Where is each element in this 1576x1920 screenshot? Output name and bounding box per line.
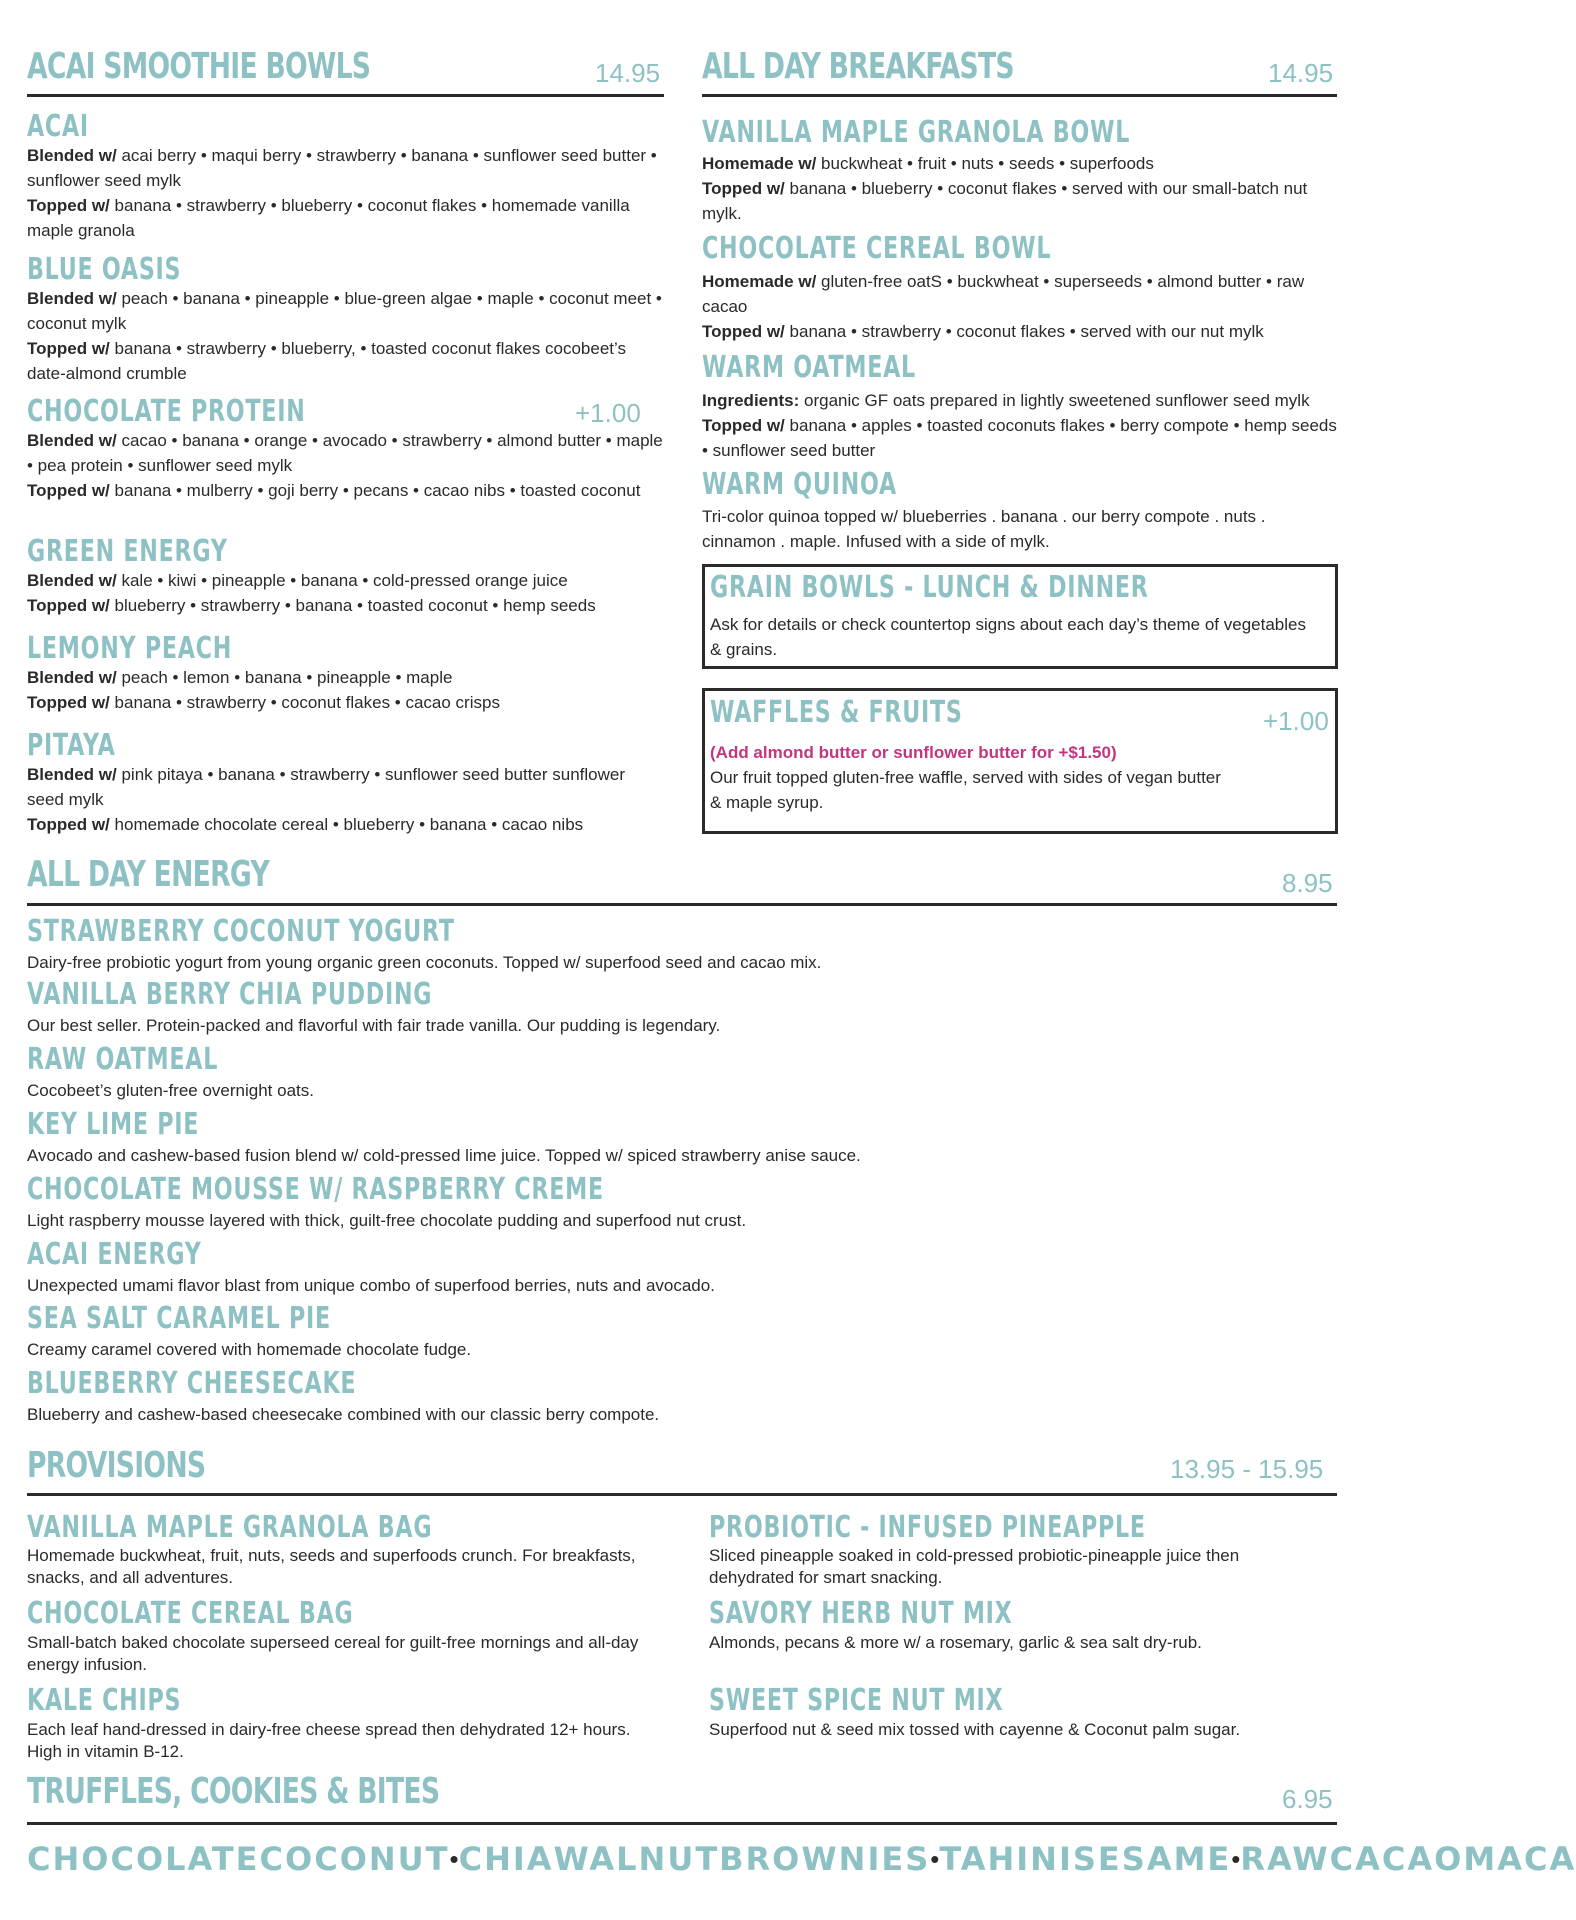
menu-item-desc: Blended w/ kale • kiwi • pineapple • banana • cold-pressed orange juice Topped w/ blueberry • strawberry • banana • toasted coconut • hemp seeds [27, 571, 596, 615]
menu-item-acai: ACAI [27, 109, 89, 144]
menu-item-desc: Dairy-free probiotic yogurt from young organic green coconuts. Topped w/ superfood seed and cacao mix. [27, 953, 822, 972]
menu-item-desc: Small-batch baked chocolate superseed cereal for guilt-free mornings and all-day energy infusion. [27, 1633, 639, 1674]
menu-item-desc: Creamy caramel covered with homemade chocolate fudge. [27, 1340, 472, 1359]
menu-item-desc: Our fruit topped gluten-free waffle, served with sides of vegan butter & maple syrup. [710, 768, 1221, 812]
menu-item-warm-quinoa: WARM QUINOA [702, 467, 897, 502]
flavor-item: COCONUT [259, 1840, 450, 1878]
menu-item-warm-oatmeal: WARM OATMEAL [702, 350, 916, 385]
menu-item-chocolate-cereal-bag: CHOCOLATE CEREAL BAG [27, 1596, 354, 1631]
menu-item-desc: Blended w/ peach • lemon • banana • pineapple • maple Topped w/ banana • strawberry • coconut flakes • cacao crisps [27, 668, 500, 712]
menu-item-strawberry-coconut-yogurt: STRAWBERRY COCONUT YOGURT [27, 914, 455, 949]
menu-item-green-energy: GREEN ENERGY [27, 534, 228, 569]
truffles-section-title: TRUFFLES, COOKIES & BITES [27, 1771, 440, 1812]
provisions-section-price: 13.95 - 15.95 [1170, 1454, 1324, 1484]
menu-item-vanilla-berry-chia-pudding: VANILLA BERRY CHIA PUDDING [27, 977, 433, 1012]
flavor-item: CHOCOLATE [27, 1840, 260, 1878]
breakfast-divider [702, 94, 1337, 97]
provisions-section-title: PROVISIONS [27, 1445, 206, 1486]
breakfast-section-title: ALL DAY BREAKFASTS [702, 46, 1014, 87]
menu-item-desc: Homemade buckwheat, fruit, nuts, seeds and superfoods crunch. For breakfasts, snacks, and all adventures. [27, 1546, 636, 1587]
provisions-divider [27, 1493, 1337, 1496]
menu-item-acai-energy: ACAI ENERGY [27, 1237, 202, 1272]
flavor-item: BROWNIES [719, 1840, 931, 1878]
waffles-addon-note: (Add almond butter or sunflower butter for +$1.50) [710, 743, 1117, 762]
acai-divider [27, 94, 664, 97]
truffles-section-price: 6.95 [1282, 1784, 1333, 1814]
flavor-item: MACA [1463, 1840, 1576, 1878]
menu-item-chocolate-mousse: CHOCOLATE MOUSSE W/ RASPBERRY CREME [27, 1172, 604, 1207]
menu-item-savory-herb-nut-mix: SAVORY HERB NUT MIX [709, 1596, 1013, 1631]
menu-item-desc: Blended w/ peach • banana • pineapple • blue-green algae • maple • coconut meet • coconut mylk Topped w/ banana • strawberry • blueberry, • toasted coconut flakes cocobeet’s date-almond crumble [27, 289, 662, 383]
menu-item-desc: Superfood nut & seed mix tossed with cayenne & Coconut palm sugar. [709, 1720, 1241, 1739]
bullet-separator: • [449, 1843, 459, 1874]
menu-item-key-lime-pie: KEY LIME PIE [27, 1107, 200, 1142]
flavor-item: SESAME [1072, 1840, 1232, 1878]
menu-item-blueberry-cheesecake: BLUEBERRY CHEESECAKE [27, 1366, 357, 1401]
menu-item-desc: Blended w/ pink pitaya • banana • strawberry • sunflower seed butter sunflower seed mylk Topped w/ homemade chocolate cereal • blueberry • banana • cacao nibs [27, 765, 626, 834]
acai-section-title: ACAI SMOOTHIE BOWLS [27, 46, 371, 87]
menu-item-pitaya: PITAYA [27, 728, 116, 763]
menu-item-desc: Blended w/ cacao • banana • orange • avocado • strawberry • almond butter • maple • pea protein • sunflower seed mylk Topped w/ banana • mulberry • goji berry • pecans • cacao nibs • toasted coconut [27, 431, 663, 500]
menu-item-blue-oasis: BLUE OASIS [27, 252, 182, 287]
menu-item-vanilla-maple-granola-bowl: VANILLA MAPLE GRANOLA BOWL [702, 115, 1131, 150]
acai-section-price: 14.95 [595, 58, 661, 88]
flavor-item: WALNUT [553, 1840, 720, 1878]
menu-item-extra-price: +1.00 [575, 398, 641, 428]
menu-item-vanilla-maple-granola-bag: VANILLA MAPLE GRANOLA BAG [27, 1510, 433, 1545]
menu-item-raw-oatmeal: RAW OATMEAL [27, 1042, 219, 1077]
menu-item-probiotic-pineapple: PROBIOTIC - INFUSED PINEAPPLE [709, 1510, 1146, 1545]
menu-item-desc: Homemade w/ buckwheat • fruit • nuts • seeds • superfoods Topped w/ banana • blueberry • coconut flakes • served with our small-batch nut mylk. [702, 154, 1308, 223]
bullet-separator: • [1231, 1843, 1241, 1874]
menu-item-desc: Our best seller. Protein-packed and flavorful with fair trade vanilla. Our pudding is legendary. [27, 1016, 721, 1035]
energy-section-title: ALL DAY ENERGY [27, 854, 270, 895]
flavor-item: RAW [1240, 1840, 1330, 1878]
truffles-divider [27, 1822, 1337, 1825]
menu-item-sweet-spice-nut-mix: SWEET SPICE NUT MIX [709, 1683, 1004, 1718]
menu-item-desc: Each leaf hand-dressed in dairy-free cheese spread then dehydrated 12+ hours. High in vitamin B-12. [27, 1720, 631, 1761]
menu-item-desc: Blueberry and cashew-based cheesecake combined with our classic berry compote. [27, 1405, 660, 1424]
menu-item-desc: Unexpected umami flavor blast from unique combo of superfood berries, nuts and avocado. [27, 1276, 715, 1295]
energy-section-price: 8.95 [1282, 868, 1333, 898]
menu-item-desc: Avocado and cashew-based fusion blend w/ cold-pressed lime juice. Topped w/ spiced strawberry anise sauce. [27, 1146, 861, 1165]
menu-item-sea-salt-caramel-pie: SEA SALT CARAMEL PIE [27, 1301, 331, 1336]
truffles-flavors [27, 1840, 1576, 1878]
menu-item-grain-bowls: GRAIN BOWLS - LUNCH & DINNER [710, 570, 1149, 605]
menu-item-extra-price: +1.00 [1263, 706, 1329, 736]
menu-item-desc: Cocobeet’s gluten-free overnight oats. [27, 1081, 314, 1100]
menu-item-desc: Ingredients: organic GF oats prepared in lightly sweetened sunflower seed mylk Topped w/ banana • apples • toasted coconuts flakes • berry compote • hemp seeds • sunflower seed butter [702, 391, 1337, 460]
breakfast-section-price: 14.95 [1268, 58, 1334, 88]
flavor-item: CHIA [458, 1840, 554, 1878]
menu-item-desc: Sliced pineapple soaked in cold-pressed probiotic-pineapple juice then dehydrated for smart snacking. [709, 1546, 1240, 1587]
menu-item-desc: Blended w/ acai berry • maqui berry • strawberry • banana • sunflower seed butter • sunflower seed mylk Topped w/ banana • strawberry • blueberry • coconut flakes • homemade vanilla maple granola [27, 146, 657, 240]
flavor-item: CACAO [1329, 1840, 1464, 1878]
menu-item-kale-chips: KALE CHIPS [27, 1683, 182, 1718]
menu-item-desc: Homemade w/ gluten-free oatS • buckwheat • superseeds • almond butter • raw cacao Topped w/ banana • strawberry • coconut flakes • served with our nut mylk [702, 272, 1305, 341]
menu-item-desc: Ask for details or check countertop signs about each day’s theme of vegetables & grains. [710, 615, 1306, 659]
menu-item-chocolate-protein: CHOCOLATE PROTEIN [27, 394, 306, 429]
energy-divider [27, 903, 1337, 906]
menu-item-waffles-fruits: WAFFLES & FRUITS [710, 695, 963, 730]
menu-item-desc: Almonds, pecans & more w/ a rosemary, garlic & sea salt dry-rub. [709, 1633, 1202, 1652]
flavor-item: TAHINI [939, 1840, 1073, 1878]
menu-item-chocolate-cereal-bowl: CHOCOLATE CEREAL BOWL [702, 231, 1052, 266]
bullet-separator: • [930, 1843, 940, 1874]
menu-item-desc: Light raspberry mousse layered with thick, guilt-free chocolate pudding and superfood nut crust. [27, 1211, 747, 1230]
menu-item-desc: Tri-color quinoa topped w/ blueberries . banana . our berry compote . nuts . cinnamon . maple. Infused with a side of mylk. [702, 507, 1266, 551]
menu-item-lemony-peach: LEMONY PEACH [27, 631, 233, 666]
